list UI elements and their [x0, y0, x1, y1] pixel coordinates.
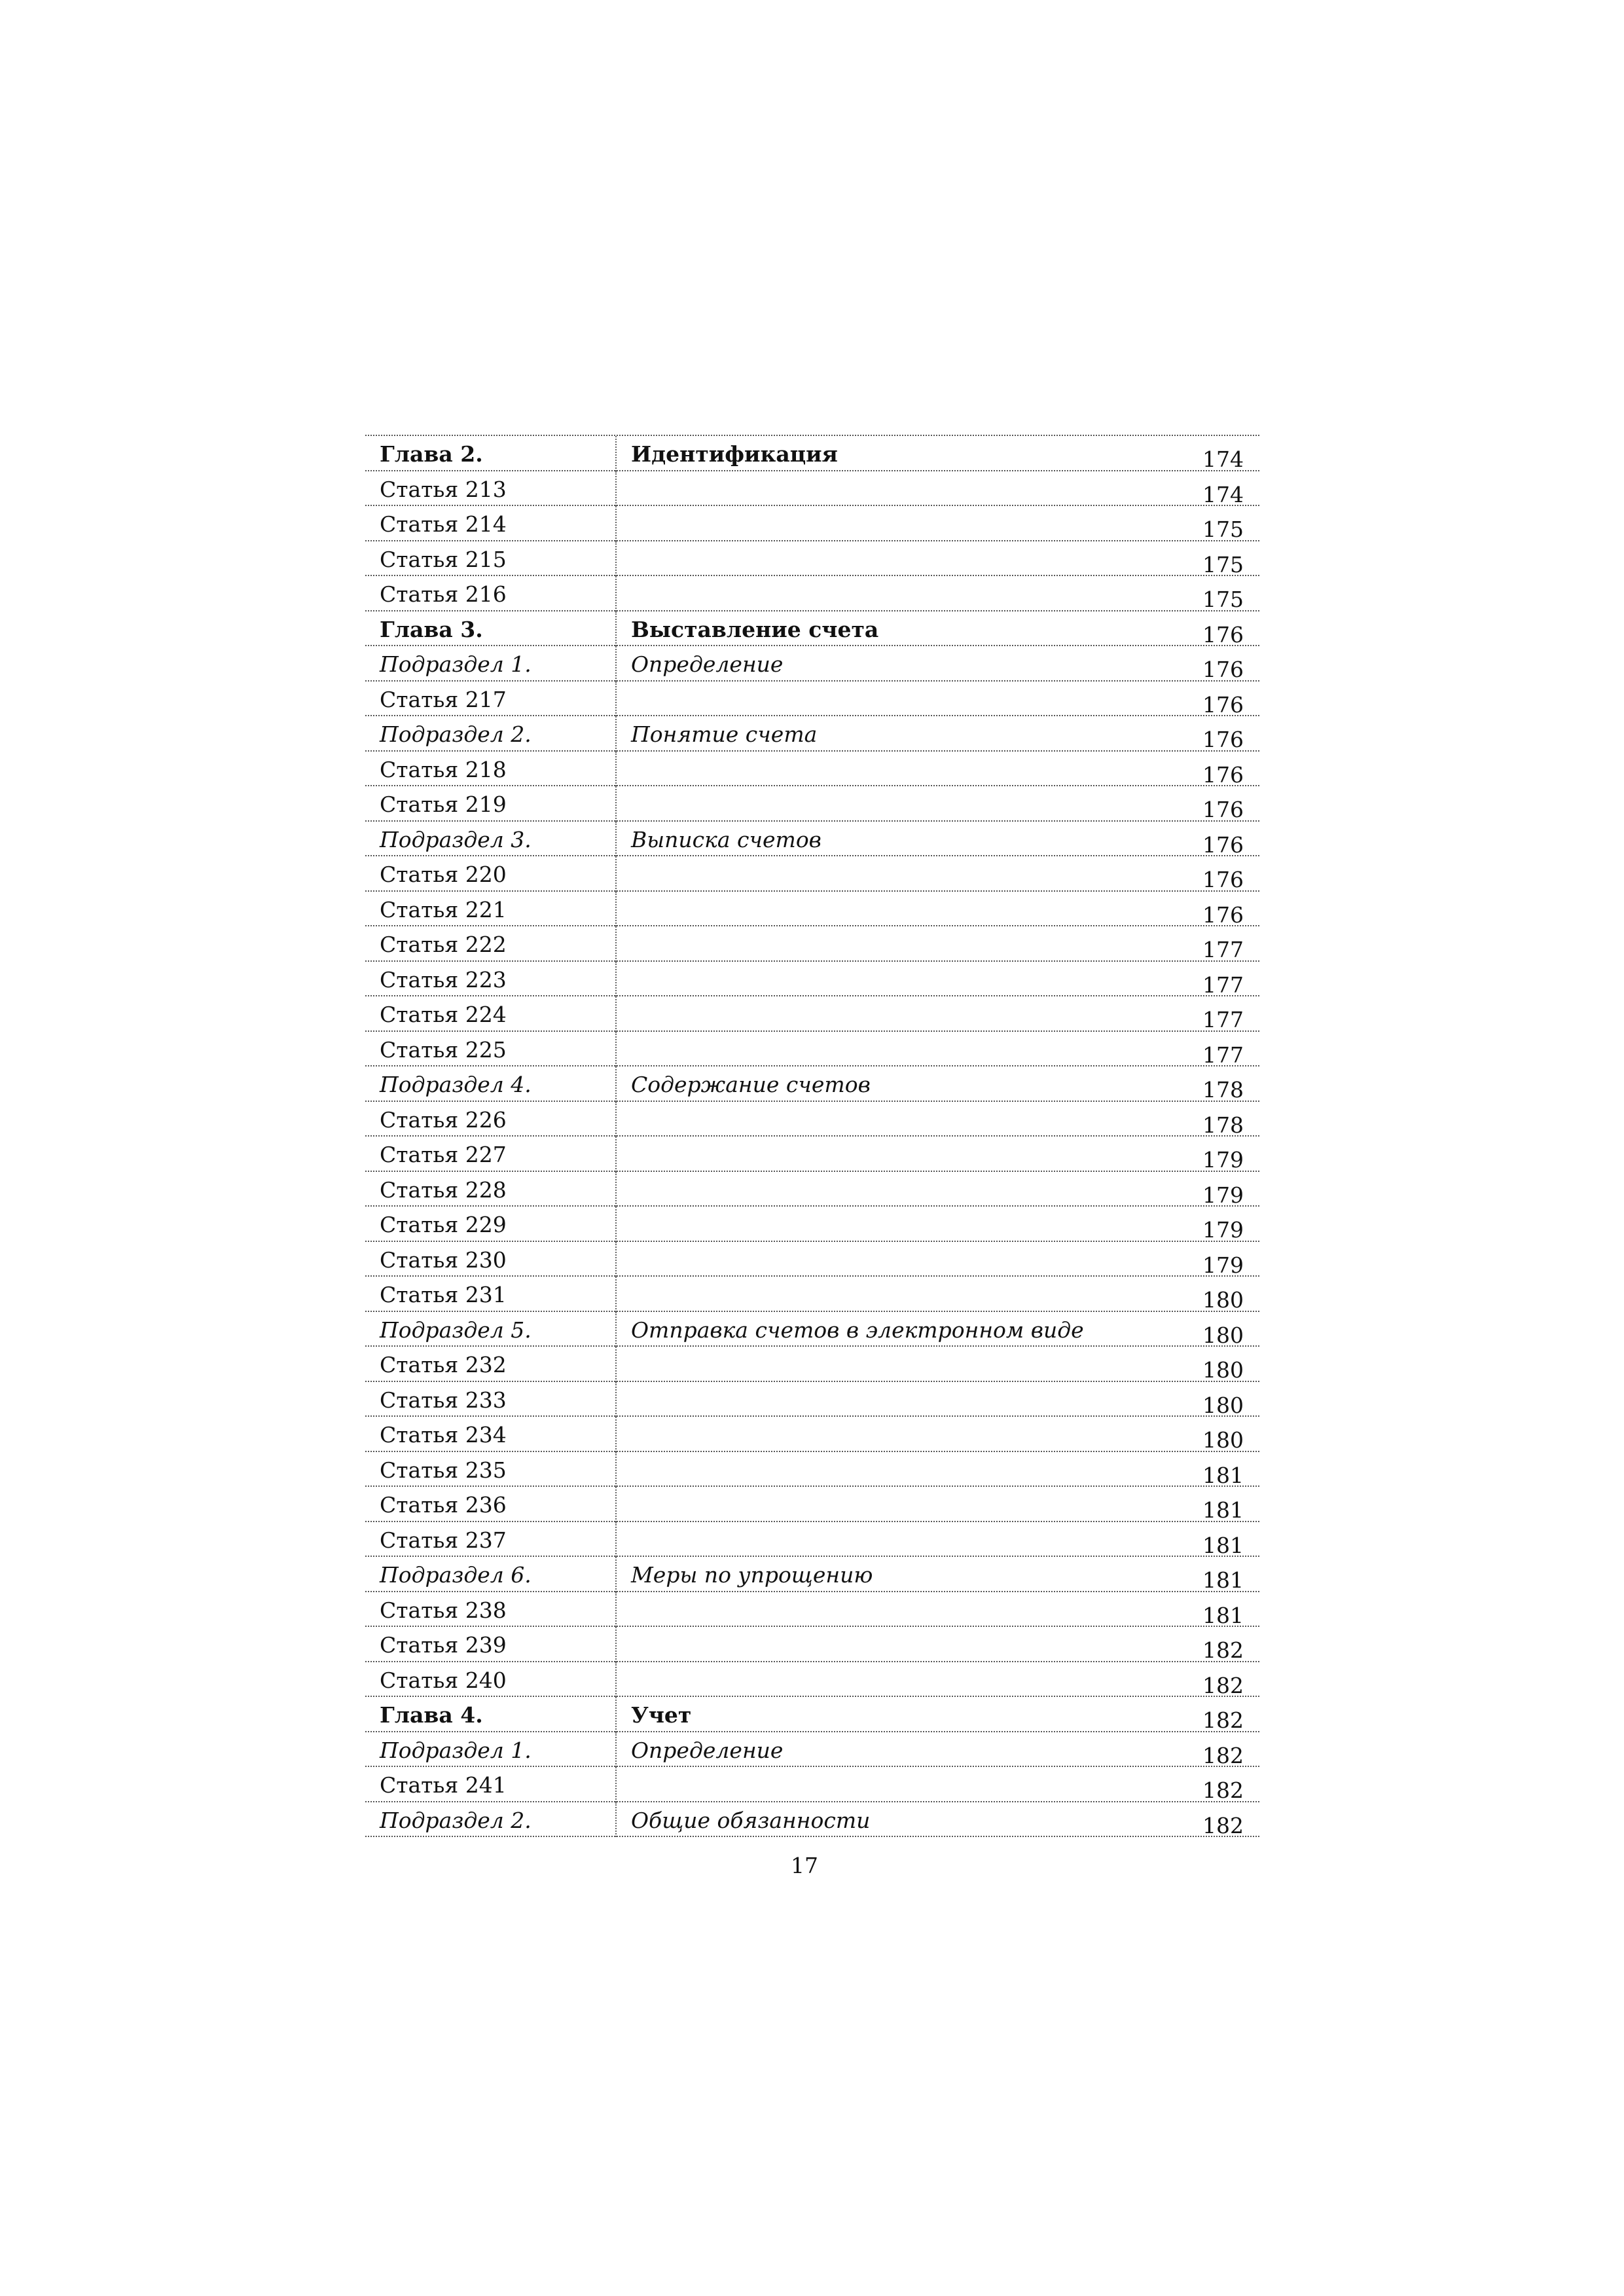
toc-row — [365, 1347, 1259, 1382]
toc-entry-label: Статья 217 — [380, 686, 507, 712]
toc-row — [365, 1312, 1259, 1347]
toc-row — [365, 856, 1259, 892]
column-divider — [615, 1452, 617, 1487]
toc-entry-label: Статья 237 — [380, 1527, 507, 1553]
toc-row — [365, 506, 1259, 541]
toc-row — [365, 1592, 1259, 1628]
toc-entry-page: 182 — [1202, 1707, 1244, 1733]
toc-entry-page: 182 — [1202, 1672, 1244, 1698]
toc-entry-label: Статья 239 — [380, 1632, 507, 1658]
toc-entry-label: Статья 221 — [380, 896, 507, 922]
toc-entry-page: 176 — [1202, 691, 1244, 718]
toc-entry-title: Учет — [631, 1702, 692, 1728]
toc-entry-label: Статья 214 — [380, 511, 507, 537]
toc-entry-page: 174 — [1202, 481, 1244, 507]
toc-entry-label: Статья 219 — [380, 792, 507, 817]
toc-row — [365, 1767, 1259, 1802]
column-divider — [615, 646, 617, 682]
column-divider — [615, 962, 617, 997]
column-divider — [615, 1557, 617, 1592]
column-divider — [615, 1382, 617, 1417]
toc-entry-page: 179 — [1202, 1147, 1244, 1173]
column-divider — [615, 1697, 617, 1732]
column-divider — [615, 892, 617, 927]
toc-row — [365, 892, 1259, 927]
toc-entry-label: Статья 232 — [380, 1352, 507, 1377]
toc-row — [365, 786, 1259, 822]
toc-entry-page: 181 — [1202, 1602, 1244, 1628]
column-divider — [615, 436, 617, 471]
toc-entry-page: 176 — [1202, 727, 1244, 752]
toc-entry-title: Определение — [631, 651, 784, 677]
toc-entry-page: 178 — [1202, 1077, 1244, 1102]
toc-entry-page: 181 — [1202, 1497, 1244, 1523]
toc-entry-label: Подраздел 2. — [380, 721, 532, 747]
toc-row — [365, 682, 1259, 717]
toc-entry-page: 182 — [1202, 1777, 1244, 1803]
column-divider — [615, 576, 617, 611]
toc-entry-page: 180 — [1202, 1392, 1244, 1418]
column-divider — [615, 1312, 617, 1347]
column-divider — [615, 822, 617, 857]
toc-entry-label: Подраздел 6. — [380, 1562, 532, 1588]
toc-row — [365, 1487, 1259, 1522]
toc-row — [365, 1207, 1259, 1242]
toc-row — [365, 646, 1259, 682]
toc-entry-label: Подраздел 3. — [380, 826, 532, 852]
table-of-contents — [365, 435, 1259, 1837]
toc-entry-label: Статья 231 — [380, 1282, 507, 1307]
toc-entry-label: Статья 228 — [380, 1176, 507, 1203]
column-divider — [615, 1066, 617, 1102]
column-divider — [615, 1032, 617, 1067]
toc-entry-page: 182 — [1202, 1812, 1244, 1838]
column-divider — [615, 471, 617, 507]
toc-entry-title: Определение — [631, 1737, 784, 1763]
toc-entry-page: 176 — [1202, 657, 1244, 682]
column-divider — [615, 856, 617, 892]
toc-row — [365, 1557, 1259, 1592]
toc-row — [365, 1802, 1259, 1838]
column-divider — [615, 1522, 617, 1558]
toc-entry-page: 179 — [1202, 1182, 1244, 1208]
toc-entry-page: 179 — [1202, 1217, 1244, 1243]
toc-row — [365, 1137, 1259, 1172]
column-divider — [615, 1417, 617, 1452]
toc-entry-label: Статья 226 — [380, 1106, 507, 1133]
toc-entry-page: 176 — [1202, 902, 1244, 928]
toc-entry-title: Понятие счета — [631, 721, 818, 747]
toc-entry-page: 177 — [1202, 1042, 1244, 1068]
toc-entry-title: Отправка счетов в электронном виде — [631, 1317, 1084, 1343]
toc-entry-page: 177 — [1202, 937, 1244, 962]
toc-row — [365, 1102, 1259, 1137]
toc-entry-page: 176 — [1202, 761, 1244, 788]
toc-row — [365, 1242, 1259, 1277]
toc-entry-page: 180 — [1202, 1427, 1244, 1453]
column-divider — [615, 1732, 617, 1768]
toc-entry-title: Выставление счета — [631, 616, 879, 642]
column-divider — [615, 1802, 617, 1838]
toc-entry-page: 182 — [1202, 1637, 1244, 1663]
toc-entry-title: Идентификация — [631, 441, 838, 467]
toc-entry-label: Статья 241 — [380, 1772, 507, 1798]
toc-entry-label: Глава 3. — [380, 616, 483, 642]
toc-entry-page: 181 — [1202, 1462, 1244, 1488]
toc-entry-title: Содержание счетов — [631, 1072, 871, 1097]
toc-row — [365, 576, 1259, 611]
toc-entry-label: Подраздел 1. — [380, 1737, 532, 1763]
column-divider — [615, 1662, 617, 1698]
toc-row — [365, 926, 1259, 962]
toc-entry-label: Подраздел 1. — [380, 651, 532, 677]
toc-entry-page: 179 — [1202, 1252, 1244, 1278]
toc-entry-label: Статья 224 — [380, 1002, 507, 1027]
toc-entry-label: Подраздел 2. — [380, 1807, 532, 1833]
toc-entry-page: 180 — [1202, 1357, 1244, 1383]
toc-row — [365, 1662, 1259, 1698]
toc-row — [365, 752, 1259, 787]
toc-entry-label: Глава 4. — [380, 1702, 483, 1728]
column-divider — [615, 1767, 617, 1802]
toc-entry-page: 181 — [1202, 1567, 1244, 1593]
toc-entry-page: 175 — [1202, 517, 1244, 542]
column-divider — [615, 926, 617, 962]
column-divider — [615, 1207, 617, 1242]
toc-entry-label: Статья 225 — [380, 1036, 507, 1063]
toc-row — [365, 611, 1259, 647]
toc-entry-page: 178 — [1202, 1112, 1244, 1138]
column-divider — [615, 611, 617, 647]
toc-row — [365, 1032, 1259, 1067]
toc-entry-page: 176 — [1202, 797, 1244, 822]
column-divider — [615, 1137, 617, 1172]
toc-entry-page: 182 — [1202, 1742, 1244, 1768]
toc-entry-label: Глава 2. — [380, 441, 483, 467]
toc-entry-page: 174 — [1202, 446, 1244, 472]
toc-row — [365, 822, 1259, 857]
toc-entry-page: 180 — [1202, 1287, 1244, 1313]
toc-entry-label: Статья 230 — [380, 1247, 507, 1273]
column-divider — [615, 752, 617, 787]
toc-entry-label: Подраздел 5. — [380, 1317, 532, 1343]
toc-entry-label: Статья 222 — [380, 932, 507, 957]
page-number: 17 — [791, 1853, 818, 1878]
toc-entry-label: Статья 234 — [380, 1422, 507, 1448]
toc-entry-label: Статья 213 — [380, 476, 507, 502]
toc-entry-label: Статья 233 — [380, 1387, 507, 1413]
toc-entry-page: 180 — [1202, 1322, 1244, 1348]
column-divider — [615, 1487, 617, 1522]
toc-entry-label: Статья 227 — [380, 1142, 507, 1167]
toc-entry-label: Статья 238 — [380, 1597, 507, 1623]
toc-row — [365, 1066, 1259, 1102]
toc-entry-label: Подраздел 4. — [380, 1072, 532, 1097]
toc-row — [365, 962, 1259, 997]
column-divider — [615, 1592, 617, 1628]
column-divider — [615, 786, 617, 822]
toc-row — [365, 1522, 1259, 1558]
toc-entry-page: 175 — [1202, 587, 1244, 612]
column-divider — [615, 716, 617, 752]
toc-row — [365, 1627, 1259, 1662]
column-divider — [615, 1347, 617, 1382]
toc-row — [365, 541, 1259, 577]
toc-row — [365, 1382, 1259, 1417]
column-divider — [615, 1242, 617, 1277]
toc-entry-label: Статья 236 — [380, 1492, 507, 1518]
column-divider — [615, 1277, 617, 1312]
toc-entry-label: Статья 215 — [380, 546, 507, 572]
column-divider — [615, 996, 617, 1032]
toc-row — [365, 1732, 1259, 1768]
toc-row — [365, 1452, 1259, 1487]
column-divider — [615, 1627, 617, 1662]
column-divider — [615, 506, 617, 541]
toc-entry-page: 177 — [1202, 1007, 1244, 1032]
toc-row — [365, 1172, 1259, 1207]
toc-row — [365, 471, 1259, 507]
column-divider — [615, 1172, 617, 1207]
column-divider — [615, 1102, 617, 1137]
toc-entry-page: 175 — [1202, 551, 1244, 577]
toc-entry-label: Статья 223 — [380, 966, 507, 993]
toc-entry-page: 177 — [1202, 972, 1244, 998]
toc-entry-label: Статья 240 — [380, 1667, 507, 1693]
toc-entry-title: Общие обязанности — [631, 1807, 871, 1833]
toc-row — [365, 1697, 1259, 1732]
toc-row — [365, 996, 1259, 1032]
toc-entry-label: Статья 229 — [380, 1212, 507, 1237]
toc-entry-page: 176 — [1202, 831, 1244, 858]
toc-entry-page: 176 — [1202, 621, 1244, 647]
toc-entry-page: 181 — [1202, 1532, 1244, 1558]
toc-entry-label: Статья 220 — [380, 862, 507, 887]
toc-row — [365, 1417, 1259, 1452]
toc-entry-label: Статья 216 — [380, 581, 507, 607]
toc-entry-title: Меры по упрощению — [631, 1562, 873, 1588]
column-divider — [615, 682, 617, 717]
toc-row — [365, 1277, 1259, 1312]
toc-entry-label: Статья 218 — [380, 756, 507, 782]
toc-row — [365, 436, 1259, 471]
toc-entry-title: Выписка счетов — [631, 826, 821, 852]
toc-entry-label: Статья 235 — [380, 1457, 507, 1483]
toc-entry-page: 176 — [1202, 867, 1244, 892]
column-divider — [615, 541, 617, 577]
toc-row — [365, 716, 1259, 752]
